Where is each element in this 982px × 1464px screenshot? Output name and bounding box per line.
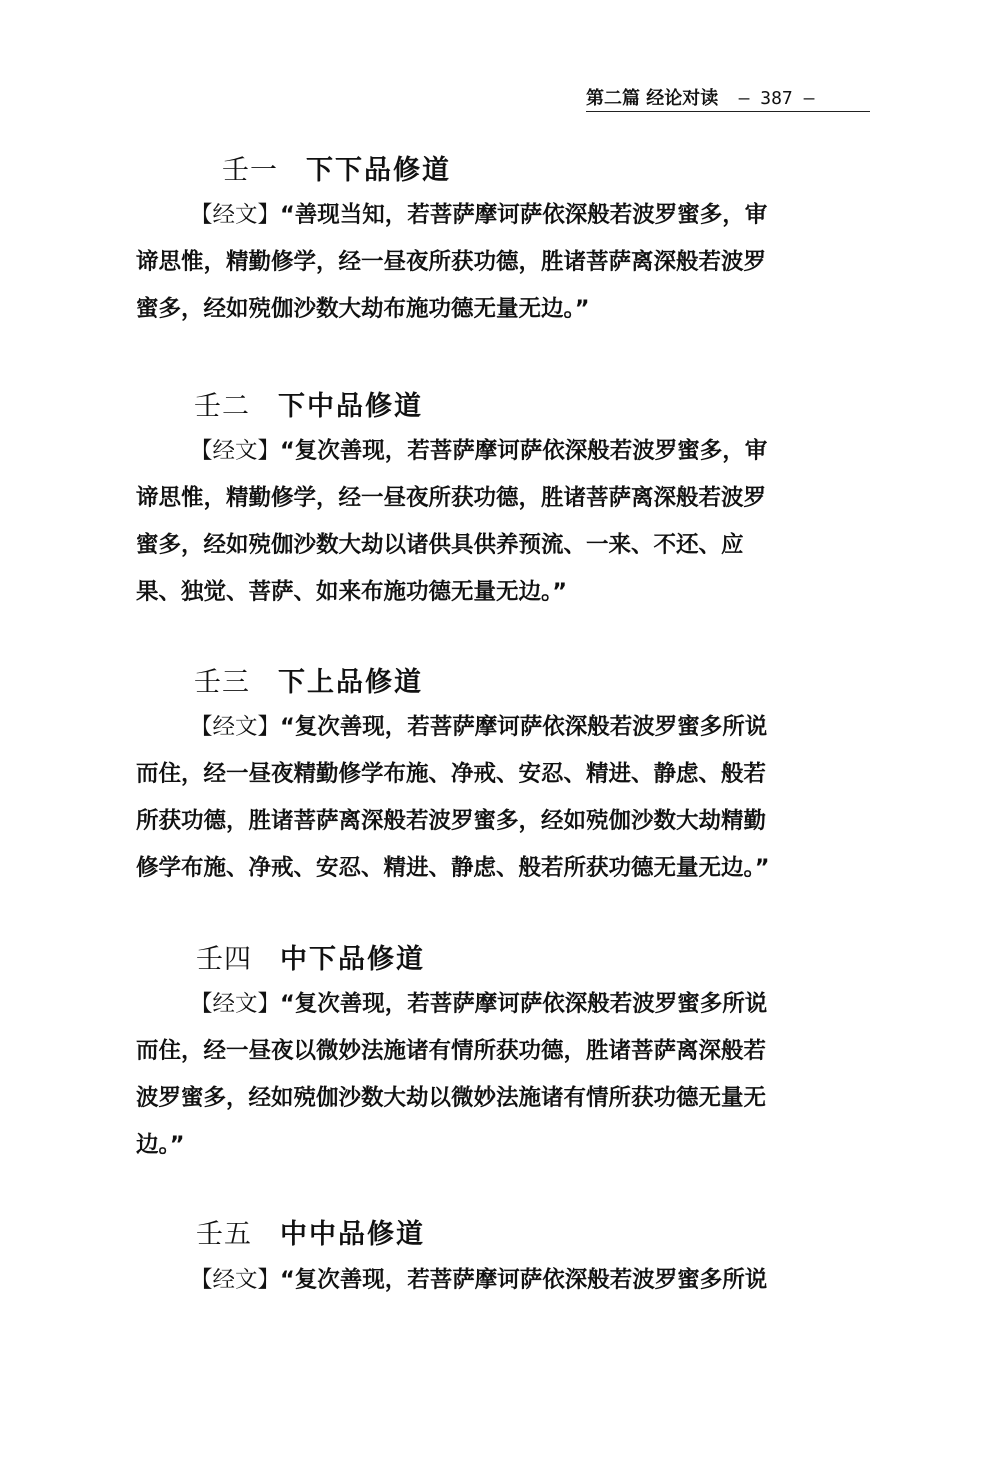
scripture-paragraph	[136, 428, 881, 616]
paragraph-line: 修学布施、净戒、安忍、精进、静虑、般若所获功德无量无边。”	[136, 855, 770, 881]
section-number: 壬四	[196, 944, 252, 975]
paragraph-line: 而住，经一昼夜精勤修学布施、净戒、安忍、精进、静虑、般若	[136, 761, 767, 787]
paragraph-line: 谛思惟，精勤修学，经一昼夜所获功德，胜诸菩萨离深般若波罗	[136, 485, 767, 511]
section-heading	[194, 660, 423, 699]
paragraph-line: 【经文】“复次善现，若菩萨摩诃萨依深般若波罗蜜多所说	[190, 991, 768, 1017]
section-heading	[196, 1212, 425, 1251]
paragraph-line: 波罗蜜多，经如殑伽沙数大劫以微妙法施诸有情所获功德无量无	[136, 1085, 767, 1111]
paragraph-line: 而住，经一昼夜以微妙法施诸有情所获功德，胜诸菩萨离深般若	[136, 1038, 767, 1064]
scripture-tag: 【经文】	[190, 438, 281, 464]
paragraph-line: 【经文】“复次善现，若菩萨摩诃萨依深般若波罗蜜多所说	[190, 1267, 768, 1293]
scripture-tag: 【经文】	[190, 991, 281, 1017]
section-number: 壬五	[196, 1219, 252, 1250]
scripture-paragraph	[136, 1257, 881, 1304]
section-title: 下上品修道	[278, 667, 423, 698]
paragraph-line: 蜜多，经如殑伽沙数大劫布施功德无量无边。”	[136, 296, 590, 322]
scripture-tag: 【经文】	[190, 714, 281, 740]
section-title: 中下品修道	[280, 944, 425, 975]
paragraph-line: 【经文】“复次善现，若菩萨摩诃萨依深般若波罗蜜多所说	[190, 714, 768, 740]
paragraph-line: 谛思惟，精勤修学，经一昼夜所获功德，胜诸菩萨离深般若波罗	[136, 249, 767, 275]
header-rule	[586, 111, 870, 112]
section-heading	[194, 384, 423, 423]
section-heading	[222, 148, 451, 187]
scripture-tag: 【经文】	[190, 1267, 281, 1293]
section-title: 下中品修道	[278, 391, 423, 422]
scripture-paragraph	[136, 981, 881, 1169]
running-header	[586, 84, 870, 110]
section-title: 中中品修道	[280, 1219, 425, 1250]
scripture-tag: 【经文】	[190, 202, 281, 228]
section-number: 壬三	[194, 667, 250, 698]
section-title: 下下品修道	[306, 155, 451, 186]
scripture-paragraph	[136, 704, 881, 892]
paragraph-line: 蜜多，经如殑伽沙数大劫以诸供具供养预流、一来、不还、应	[136, 532, 744, 558]
section-number: 壬一	[222, 155, 278, 186]
paragraph-line: 果、独觉、菩萨、如来布施功德无量无边。”	[136, 579, 568, 605]
chapter-title: 第二篇 经论对读	[586, 88, 719, 109]
paragraph-line: 边。”	[136, 1132, 185, 1158]
scripture-paragraph	[136, 192, 881, 333]
paragraph-line: 所获功德，胜诸菩萨离深般若波罗蜜多，经如殑伽沙数大劫精勤	[136, 808, 767, 834]
paragraph-line: 【经文】“复次善现，若菩萨摩诃萨依深般若波罗蜜多，审	[190, 438, 768, 464]
section-heading	[196, 937, 425, 976]
page-number: — 387 —	[738, 88, 815, 109]
paragraph-line: 【经文】“善现当知，若菩萨摩诃萨依深般若波罗蜜多，审	[190, 202, 768, 228]
section-number: 壬二	[194, 391, 250, 422]
